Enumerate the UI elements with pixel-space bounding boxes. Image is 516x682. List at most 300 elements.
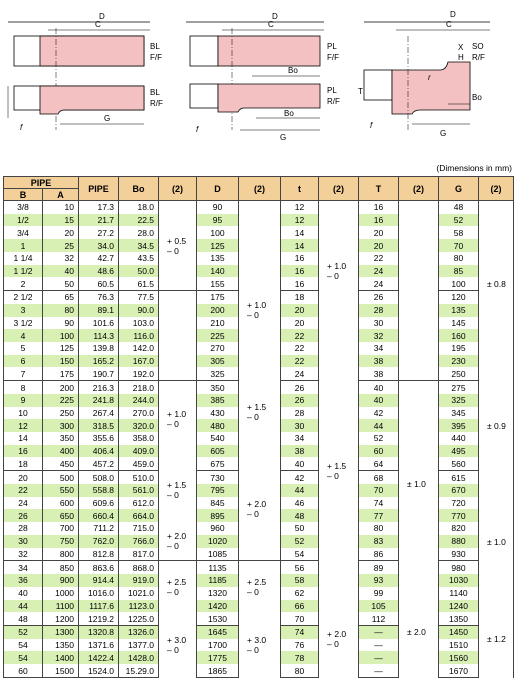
- fig2-top-label-2: F/F: [327, 53, 339, 62]
- cell-pipe: 139.8: [79, 342, 119, 355]
- cell-t: 16: [281, 265, 319, 278]
- cell-bo: 817.0: [119, 548, 159, 561]
- cell-d: 895: [197, 509, 239, 522]
- cell-pipe: 457.2: [79, 457, 119, 470]
- cell-b: 16: [4, 445, 43, 458]
- cell-bo: 142.0: [119, 342, 159, 355]
- header-pipe-group: PIPE: [4, 177, 79, 189]
- cell-a: 1350: [43, 639, 79, 652]
- cell-t: 80: [281, 664, 319, 677]
- cell-a: 350: [43, 432, 79, 445]
- cell-d: 1530: [197, 612, 239, 625]
- cell-pipe: 1320.8: [79, 625, 119, 638]
- cell-b: 26: [4, 509, 43, 522]
- cell-a: 25: [43, 239, 79, 252]
- header-t: t: [281, 177, 319, 201]
- cell-bo: 1021.0: [119, 587, 159, 600]
- tolerance-line: + 1.0: [247, 299, 267, 310]
- cell-b: 3/8: [4, 201, 43, 214]
- cell-a: 300: [43, 419, 79, 432]
- cell-b: 4: [4, 329, 43, 342]
- cell-b: 34: [4, 561, 43, 574]
- cell-b: 3: [4, 304, 43, 317]
- cell-g: 1560: [439, 651, 479, 664]
- cell-a: 225: [43, 394, 79, 407]
- cell-b: 5: [4, 342, 43, 355]
- cell-a: 500: [43, 471, 79, 484]
- tolerance-cell: [239, 612, 281, 677]
- cell-pipe: 355.6: [79, 432, 119, 445]
- cell-T: 16: [359, 214, 399, 227]
- cell-pipe: 1422.4: [79, 651, 119, 664]
- tolerance-cell: [319, 600, 359, 678]
- fig2-top-label-1: PL: [327, 42, 337, 51]
- cell-b: 54: [4, 639, 43, 652]
- cell-t: 40: [281, 457, 319, 470]
- cell-t: 42: [281, 471, 319, 484]
- cell-b: 9: [4, 394, 43, 407]
- cell-bo: 766.0: [119, 535, 159, 548]
- fig1-top-label-2: F/F: [150, 53, 162, 62]
- dimension-note: (Dimensions in mm): [436, 163, 512, 173]
- header-b: B: [4, 189, 43, 201]
- cell-t: 44: [281, 484, 319, 497]
- cell-pipe: 27.2: [79, 226, 119, 239]
- cell-b: 60: [4, 664, 43, 677]
- cell-bo: 664.0: [119, 509, 159, 522]
- cell-g: 120: [439, 291, 479, 304]
- cell-t: 16: [281, 252, 319, 265]
- tolerance-cell: [239, 252, 281, 367]
- cell-T: 32: [359, 329, 399, 342]
- tolerance-cell: [239, 367, 281, 457]
- cell-T: 28: [359, 304, 399, 317]
- cell-g: 395: [439, 419, 479, 432]
- cell-b: 54: [4, 651, 43, 664]
- fig3-r-label: r: [428, 73, 431, 82]
- tolerance-line: + 3.0: [247, 634, 267, 645]
- cell-g: 70: [439, 239, 479, 252]
- cell-g: 100: [439, 277, 479, 290]
- cell-bo: 510.0: [119, 471, 159, 484]
- cell-a: 600: [43, 497, 79, 510]
- fig1-top-label-1: BL: [150, 42, 160, 51]
- fig2-bottom-label-1: PL: [327, 86, 337, 95]
- cell-T: 26: [359, 291, 399, 304]
- cell-t: 12: [281, 214, 319, 227]
- cell-g: 160: [439, 329, 479, 342]
- tolerance-line: + 3.0: [167, 634, 187, 645]
- cell-b: 40: [4, 587, 43, 600]
- cell-T: 22: [359, 252, 399, 265]
- cell-bo: 1377.0: [119, 639, 159, 652]
- cell-b: 20: [4, 471, 43, 484]
- cell-T: 16: [359, 201, 399, 214]
- cell-g: 230: [439, 355, 479, 368]
- flange-dimension-table: [3, 176, 514, 678]
- cell-g: 670: [439, 484, 479, 497]
- header-d: D: [197, 177, 239, 201]
- cell-bo: 868.0: [119, 561, 159, 574]
- tolerance-line: + 2.5: [247, 576, 267, 587]
- cell-g: 275: [439, 381, 479, 394]
- cell-pipe: 318.5: [79, 419, 119, 432]
- figure-plate-flange: [186, 12, 340, 142]
- cell-a: 20: [43, 226, 79, 239]
- fig2-bottom-label-2: R/F: [327, 97, 340, 106]
- cell-T: 24: [359, 265, 399, 278]
- cell-pipe: 48.6: [79, 265, 119, 278]
- cell-T: —: [359, 639, 399, 652]
- header-bo-tol: (2): [159, 177, 197, 201]
- cell-T: 99: [359, 587, 399, 600]
- cell-pipe: 711.2: [79, 522, 119, 535]
- cell-b: 10: [4, 407, 43, 420]
- cell-d: 385: [197, 394, 239, 407]
- header-g-tol: (2): [479, 177, 514, 201]
- cell-bo: 77.5: [119, 291, 159, 304]
- fig3-rf-label: R/F: [472, 53, 485, 62]
- cell-g: 80: [439, 252, 479, 265]
- cell-pipe: 660.4: [79, 509, 119, 522]
- cell-d: 1700: [197, 639, 239, 652]
- cell-g: 1030: [439, 574, 479, 587]
- cell-pipe: 34.0: [79, 239, 119, 252]
- tolerance-line: + 1.5: [167, 479, 187, 490]
- cell-pipe: 17.3: [79, 201, 119, 214]
- cell-g: 560: [439, 457, 479, 470]
- cell-g: 615: [439, 471, 479, 484]
- cell-pipe: 863.6: [79, 561, 119, 574]
- header-t-tol: (2): [319, 177, 359, 201]
- cell-d: 430: [197, 407, 239, 420]
- cell-t: 26: [281, 394, 319, 407]
- cell-a: 700: [43, 522, 79, 535]
- cell-d: 95: [197, 214, 239, 227]
- tolerance-cell: [159, 522, 197, 561]
- cell-d: 1320: [197, 587, 239, 600]
- cell-t: 34: [281, 432, 319, 445]
- tolerance-cell: ± 2.0: [399, 587, 439, 678]
- cell-a: 450: [43, 457, 79, 470]
- cell-t: 20: [281, 304, 319, 317]
- cell-t: 62: [281, 587, 319, 600]
- cell-d: 675: [197, 457, 239, 470]
- cell-t: 70: [281, 612, 319, 625]
- cell-g: 52: [439, 214, 479, 227]
- tolerance-cell: [159, 612, 197, 677]
- tolerance-line: + 0.5: [167, 235, 187, 246]
- cell-bo: 320.0: [119, 419, 159, 432]
- cell-a: 1500: [43, 664, 79, 677]
- cell-bo: 18.0: [119, 201, 159, 214]
- cell-b: 3/4: [4, 226, 43, 239]
- tolerance-cell: [159, 201, 197, 291]
- cell-d: 1135: [197, 561, 239, 574]
- cell-a: 1000: [43, 587, 79, 600]
- cell-bo: 1123.0: [119, 600, 159, 613]
- cell-a: 32: [43, 252, 79, 265]
- cell-a: 10: [43, 201, 79, 214]
- cell-pipe: 165.2: [79, 355, 119, 368]
- fig2-g-label: G: [280, 133, 287, 142]
- cell-pipe: 1371.6: [79, 639, 119, 652]
- cell-t: 56: [281, 561, 319, 574]
- cell-t: 20: [281, 317, 319, 330]
- cell-b: 30: [4, 535, 43, 548]
- cell-t: 58: [281, 574, 319, 587]
- cell-pipe: 508.0: [79, 471, 119, 484]
- cell-b: 1: [4, 239, 43, 252]
- cell-d: 175: [197, 291, 239, 304]
- cell-d: 605: [197, 445, 239, 458]
- cell-bo: 192.0: [119, 367, 159, 380]
- cell-a: 175: [43, 367, 79, 380]
- cell-bo: 270.0: [119, 407, 159, 420]
- cell-d: 305: [197, 355, 239, 368]
- cell-t: 48: [281, 509, 319, 522]
- fig1-f-label: f: [20, 123, 23, 132]
- cell-a: 50: [43, 277, 79, 290]
- header-T: T: [359, 177, 399, 201]
- cell-T: 38: [359, 367, 399, 380]
- tolerance-line: – 0: [327, 470, 339, 481]
- fig1-g-label: G: [104, 114, 111, 123]
- cell-bo: 561.0: [119, 484, 159, 497]
- cell-t: 12: [281, 201, 319, 214]
- tolerance-line: + 2.0: [327, 628, 347, 639]
- fig3-d-label: D: [450, 10, 456, 19]
- cell-b: 3 1/2: [4, 317, 43, 330]
- tolerance-line: – 0: [167, 489, 179, 500]
- cell-a: 850: [43, 561, 79, 574]
- tolerance-line: + 1.5: [247, 402, 267, 413]
- fig1-bottom-label-2: R/F: [150, 99, 163, 108]
- cell-bo: 43.5: [119, 252, 159, 265]
- cell-t: 76: [281, 639, 319, 652]
- cell-d: 730: [197, 471, 239, 484]
- cell-t: 14: [281, 226, 319, 239]
- cell-t: 66: [281, 600, 319, 613]
- tolerance-line: – 0: [327, 638, 339, 649]
- cell-pipe: 1524.0: [79, 664, 119, 677]
- cell-pipe: 216.3: [79, 381, 119, 394]
- cell-T: 93: [359, 574, 399, 587]
- tolerance-cell: ± 0.9: [479, 367, 514, 484]
- tolerance-line: – 0: [167, 541, 179, 552]
- cell-b: 32: [4, 548, 43, 561]
- cell-d: 155: [197, 277, 239, 290]
- cell-T: 89: [359, 561, 399, 574]
- fig2-d-label: D: [272, 12, 278, 21]
- cell-T: 77: [359, 509, 399, 522]
- cell-pipe: 190.7: [79, 367, 119, 380]
- cell-b: 12: [4, 419, 43, 432]
- cell-t: 50: [281, 522, 319, 535]
- header-a: A: [43, 189, 79, 201]
- cell-t: 54: [281, 548, 319, 561]
- cell-b: 2: [4, 277, 43, 290]
- tolerance-line: – 0: [167, 419, 179, 430]
- cell-d: 90: [197, 201, 239, 214]
- tolerance-cell: ± 1.2: [479, 600, 514, 678]
- cell-g: 58: [439, 226, 479, 239]
- fig3-h-label: H: [458, 53, 464, 62]
- tolerance-line: + 2.0: [247, 498, 267, 509]
- cell-T: 64: [359, 457, 399, 470]
- cell-d: 960: [197, 522, 239, 535]
- cell-T: 83: [359, 535, 399, 548]
- cell-T: —: [359, 651, 399, 664]
- cell-g: 440: [439, 432, 479, 445]
- cell-bo: 244.0: [119, 394, 159, 407]
- tolerance-cell: [159, 381, 197, 458]
- fig1-c-label: C: [95, 20, 101, 29]
- cell-g: 250: [439, 367, 479, 380]
- cell-pipe: 42.7: [79, 252, 119, 265]
- tolerance-cell: [159, 457, 197, 522]
- cell-T: —: [359, 664, 399, 677]
- cell-T: 40: [359, 381, 399, 394]
- cell-t: 14: [281, 239, 319, 252]
- cell-bo: 715.0: [119, 522, 159, 535]
- cell-g: 1350: [439, 612, 479, 625]
- tolerance-line: – 0: [247, 508, 259, 519]
- cell-t: 38: [281, 445, 319, 458]
- cell-pipe: 101.6: [79, 317, 119, 330]
- cell-t: 24: [281, 367, 319, 380]
- cell-a: 90: [43, 317, 79, 330]
- cell-T: 60: [359, 445, 399, 458]
- cell-g: 135: [439, 304, 479, 317]
- tolerance-cell: [319, 342, 359, 600]
- cell-bo: 218.0: [119, 381, 159, 394]
- cell-pipe: 762.0: [79, 535, 119, 548]
- cell-pipe: 609.6: [79, 497, 119, 510]
- cell-pipe: 914.4: [79, 574, 119, 587]
- cell-d: 1420: [197, 600, 239, 613]
- cell-bo: 1326.0: [119, 625, 159, 638]
- cell-pipe: 406.4: [79, 445, 119, 458]
- cell-pipe: 558.8: [79, 484, 119, 497]
- tolerance-cell: [239, 457, 281, 560]
- cell-b: 18: [4, 457, 43, 470]
- cell-bo: 15.29.0: [119, 664, 159, 677]
- cell-b: 28: [4, 522, 43, 535]
- fig2-bo-bottom: Bo: [284, 109, 294, 118]
- cell-a: 65: [43, 291, 79, 304]
- cell-g: 720: [439, 497, 479, 510]
- cell-a: 100: [43, 329, 79, 342]
- cell-d: 1865: [197, 664, 239, 677]
- cell-b: 36: [4, 574, 43, 587]
- tolerance-cell: [239, 201, 281, 252]
- cell-b: 7: [4, 367, 43, 380]
- cell-b: 8: [4, 381, 43, 394]
- cell-b: 1 1/4: [4, 252, 43, 265]
- cell-bo: 358.0: [119, 432, 159, 445]
- cell-t: 78: [281, 651, 319, 664]
- cell-d: 135: [197, 252, 239, 265]
- fig1-bottom-label-1: BL: [150, 88, 160, 97]
- figure-slip-on-flange: [358, 10, 490, 138]
- cell-t: 52: [281, 535, 319, 548]
- cell-b: 44: [4, 600, 43, 613]
- cell-a: 750: [43, 535, 79, 548]
- cell-t: 26: [281, 381, 319, 394]
- cell-T: 38: [359, 355, 399, 368]
- cell-bo: 1225.0: [119, 612, 159, 625]
- figure-blind-flange: [8, 12, 163, 132]
- cell-d: 225: [197, 329, 239, 342]
- tolerance-line: – 0: [167, 586, 179, 597]
- fig3-so-label: SO: [472, 42, 484, 51]
- cell-t: 22: [281, 355, 319, 368]
- cell-T: 40: [359, 394, 399, 407]
- cell-pipe: 241.8: [79, 394, 119, 407]
- cell-t: 16: [281, 277, 319, 290]
- cell-T: 80: [359, 522, 399, 535]
- cell-T: 70: [359, 484, 399, 497]
- cell-T: 44: [359, 419, 399, 432]
- cell-b: 52: [4, 625, 43, 638]
- tolerance-line: – 0: [247, 412, 259, 423]
- cell-t: 18: [281, 291, 319, 304]
- fig2-bo-top: Bo: [288, 66, 298, 75]
- cell-a: 250: [43, 407, 79, 420]
- cell-bo: 61.5: [119, 277, 159, 290]
- cell-pipe: 114.3: [79, 329, 119, 342]
- cell-T: 20: [359, 239, 399, 252]
- cell-bo: 34.5: [119, 239, 159, 252]
- cell-d: 1645: [197, 625, 239, 638]
- cell-d: 1775: [197, 651, 239, 664]
- cell-d: 1020: [197, 535, 239, 548]
- cell-a: 80: [43, 304, 79, 317]
- cell-bo: 50.0: [119, 265, 159, 278]
- tolerance-line: + 1.0: [327, 261, 347, 272]
- cell-d: 270: [197, 342, 239, 355]
- cell-bo: 28.0: [119, 226, 159, 239]
- cell-t: 22: [281, 329, 319, 342]
- cell-b: 14: [4, 432, 43, 445]
- cell-t: 46: [281, 497, 319, 510]
- cell-a: 900: [43, 574, 79, 587]
- cell-d: 125: [197, 239, 239, 252]
- cell-g: 345: [439, 407, 479, 420]
- cell-bo: 167.0: [119, 355, 159, 368]
- fig2-f-label: f: [196, 125, 199, 134]
- cell-a: 1400: [43, 651, 79, 664]
- cell-g: 48: [439, 201, 479, 214]
- tolerance-cell: ± 1.0: [479, 484, 514, 599]
- tolerance-line: – 0: [247, 586, 259, 597]
- cell-bo: 90.0: [119, 304, 159, 317]
- cell-pipe: 89.1: [79, 304, 119, 317]
- cell-d: 325: [197, 367, 239, 380]
- cell-t: 22: [281, 342, 319, 355]
- tolerance-cell: [399, 201, 439, 381]
- cell-d: 200: [197, 304, 239, 317]
- cell-g: 770: [439, 509, 479, 522]
- cell-d: 140: [197, 265, 239, 278]
- cell-a: 150: [43, 355, 79, 368]
- fig3-bo-label: Bo: [472, 93, 482, 102]
- cell-pipe: 1219.2: [79, 612, 119, 625]
- tolerance-line: – 0: [247, 309, 259, 320]
- tolerance-line: + 2.5: [167, 576, 187, 587]
- cell-pipe: 267.4: [79, 407, 119, 420]
